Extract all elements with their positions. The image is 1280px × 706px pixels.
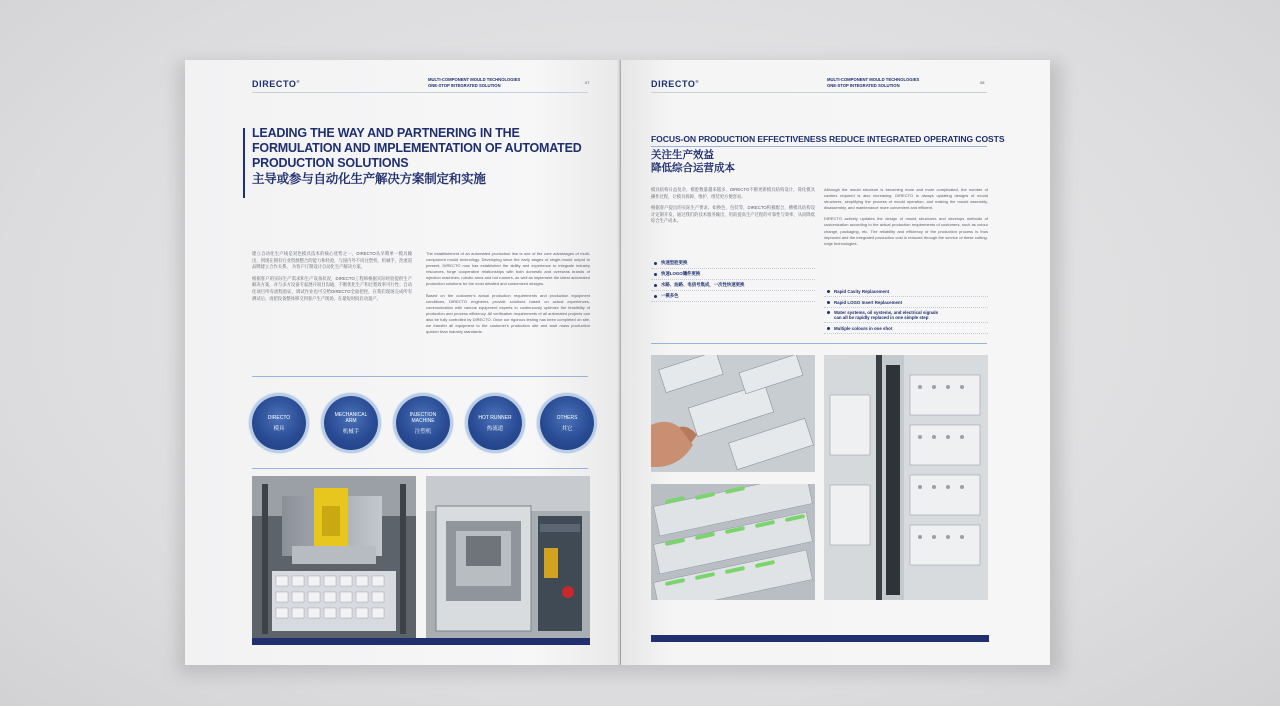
- feature-item: [651, 269, 815, 280]
- feature-item: [651, 258, 815, 269]
- mould-hand-photo: [651, 355, 815, 472]
- circle-cn: 注塑机: [414, 428, 432, 435]
- injection-machine-illustration: [426, 476, 590, 641]
- green-parts-illustration: [651, 484, 815, 600]
- brand-logo: DIRECTO®: [252, 79, 301, 89]
- circle-hot-runner: [468, 396, 522, 450]
- title-accent-bar: [243, 128, 245, 198]
- title-en-line-2: FORMULATION AND IMPLEMENTATION OF AUTOMATED: [252, 141, 582, 155]
- header-line-2: ONE-STOP INTEGRATED SOLUTION: [827, 82, 900, 88]
- injection-machine-photo: [426, 476, 590, 641]
- title-cn-line-2: 降低综合运营成本: [651, 162, 735, 174]
- mould-hand-illustration: [651, 355, 815, 472]
- feature-item: [651, 291, 815, 302]
- bullet-icon: [654, 295, 657, 298]
- title-divider: [651, 146, 987, 147]
- bullet-icon: [827, 290, 830, 293]
- partner-circles: [252, 396, 594, 450]
- cn-body-text: [651, 187, 815, 230]
- circle-en: OTHERS: [556, 414, 578, 421]
- header-line-1: MULTI-COMPONENT MOULD TECHNOLOGIES: [827, 77, 920, 82]
- bottom-bar: [651, 635, 989, 642]
- en-paragraph: Based on the customer's actual production requirements and production equipment conditions, DIRECTO engineers provide solutions based on actual experiences, communication with various equipment experts to continuously optimize the feasibility of production and process efficiency. All verification requirements of all automated projects can also be fully controlled by DIRECTO. Once our rigorous testing has been completed on site, we transfer all equipment to the customer's production site and start mass production quicker than industry standards.: [426, 292, 590, 335]
- circle-cn: 热流道: [486, 425, 504, 432]
- page-header: [827, 77, 919, 88]
- section-divider: [252, 376, 588, 377]
- header-divider: [252, 92, 588, 93]
- bullet-icon: [827, 301, 830, 304]
- feature-label: Rapid LOGO Insert Replacement: [834, 299, 903, 305]
- title-cn-line-1: 关注生产效益: [651, 149, 714, 161]
- en-body-text: [824, 187, 988, 252]
- en-body-text: [426, 251, 590, 340]
- features-en-list: [824, 286, 988, 334]
- cn-paragraph: 建立自动化生产线是双色模具技术的核心优势之一，DIRECTO从早期单一模具输出，到现在拥有行业资源整合的能力和经验，与国内外不同注塑机、机械手、热流道品牌建立合作关系。 为客户订制设计自动化生产解决方案。: [252, 251, 412, 270]
- circle-cn: 其它: [561, 425, 573, 432]
- title-en-line-1: LEADING THE WAY AND PARTNERING IN THE: [252, 126, 520, 140]
- en-paragraph: The establishment of an automated production line is one of the core advantages of multi-component mould technology. Developing since the early stages of single-mould output to present, DIRECTO now has established the ability and experience to integrate industry resources, forge cooperative relationships with both domestic and overseas brands of injection machines, robotic arms and hot runners, as well as implement the latest automated production solutions for the most detailed and customized designs.: [426, 251, 590, 287]
- title-cn: 主导或参与自动化生产解决方案制定和实施: [252, 172, 486, 186]
- feature-item: [824, 323, 988, 334]
- header-line-1: MULTI-COMPONENT MOULD TECHNOLOGIES: [428, 77, 521, 82]
- automation-cell-illustration: [252, 476, 416, 641]
- feature-item: [824, 297, 988, 308]
- circle-en: DIRECTO: [267, 414, 291, 421]
- feature-label: Rapid Cavity Replacement: [834, 288, 890, 294]
- green-parts-mould-photo: [651, 484, 815, 600]
- page-number: 07: [585, 80, 590, 85]
- circle-cn: 模具: [273, 425, 285, 432]
- en-paragraph: Although the mould structure is becoming more and more complicated, the number of cavities required is also increasing. DIRECTO is always updating designs of mould structures, simplifying the process of mould operation, and making the mould assembly, disassembly, and maintenance more convenient and efficient.: [824, 187, 988, 211]
- bullet-icon: [654, 262, 657, 265]
- left-page: [185, 60, 620, 665]
- mould-assembly-illustration: [824, 355, 988, 600]
- circle-cn: 机械手: [342, 428, 360, 435]
- automation-cell-photo: [252, 476, 416, 641]
- page-header: [428, 77, 520, 88]
- feature-label: 快速LOGO镶件更换: [661, 271, 701, 276]
- page-title: [252, 126, 612, 188]
- circle-en: MECHANICAL ARM: [334, 411, 368, 424]
- feature-item: [651, 280, 815, 291]
- brand-logo: DIRECTO®: [651, 79, 700, 89]
- bottom-bar: [252, 638, 590, 645]
- bullet-icon: [827, 327, 830, 330]
- circle-others: [540, 396, 594, 450]
- feature-label: 快速型腔更换: [661, 260, 688, 265]
- circle-injection-machine: [396, 396, 450, 450]
- feature-label: Multiple colours in one shot: [834, 325, 893, 331]
- page-number: 08: [980, 80, 985, 85]
- features-cn-list: [651, 258, 815, 302]
- cn-paragraph: 根据客户提出的实际生产要求，如换色、包装等，DIRECTO积极配合，横模具结构设计定制开发，通过我们的技术服务输出，用前提高生产过程的可靠性与效率，从而降低综合生产成本。: [651, 205, 815, 224]
- feature-label: 一模多色: [661, 293, 679, 298]
- bullet-icon: [827, 311, 830, 314]
- bullet-icon: [654, 284, 657, 287]
- mould-assembly-photo: [824, 355, 988, 600]
- header-line-2: ONE-STOP INTEGRATED SOLUTION: [428, 82, 501, 88]
- right-title-en: FOCUS-ON PRODUCTION EFFECTIVENESS REDUCE INTEGRATED OPERATING COSTS: [651, 134, 1005, 144]
- en-paragraph: DIRECTO actively updates the design of mould structures and develops methods of customization according to the actual production requirements of customers, such as colour change, packaging, etc. The reliability and efficiency of the production process is thus improved and the integrated production cost is reduced through the service of these cutting-edge technologies.: [824, 216, 988, 246]
- section-divider: [651, 343, 987, 344]
- header-divider: [651, 92, 987, 93]
- circle-mechanical-arm: [324, 396, 378, 450]
- feature-item: [824, 286, 988, 297]
- cn-body-text: [252, 251, 412, 307]
- title-en-line-3: PRODUCTION SOLUTIONS: [252, 156, 409, 170]
- circle-en: HOT RUNNER: [478, 414, 512, 421]
- section-divider: [252, 468, 588, 469]
- circle-en: INJECTION MACHINE: [409, 411, 437, 424]
- cn-paragraph: 根据客户的实际生产需求和生产设备状况，DIRECTO工程师根据实际经验提供生产解决方案，并与多方设备专家展开项目沟通，不断优化生产和过程效率可行性；自动化项目所有流程验证，调试作业也可交给DIRECTO全面把控，在我们现场完成所有测试后，再把设备整体移交到客户生产现场，在最短时间启动量产。: [252, 275, 412, 301]
- right-title-cn: [651, 149, 735, 175]
- circle-directo: [252, 396, 306, 450]
- cn-paragraph: 模具结构日益复杂，模腔数量越来越多，DIRECTO不断更新模具结构设计，简化模具操作过程，让模具拆卸、维护、组装更方便容易。: [651, 187, 815, 199]
- feature-label-continued: can all be rapidly replaced in one simple step: [834, 315, 929, 320]
- feature-item: [824, 308, 988, 323]
- right-page: [621, 60, 1050, 665]
- feature-label: Water systems, oil systems, and electrical signals: [834, 310, 939, 315]
- feature-label: 水路、油路、电信号集成，一次性快速更换: [661, 282, 745, 287]
- bullet-icon: [654, 273, 657, 276]
